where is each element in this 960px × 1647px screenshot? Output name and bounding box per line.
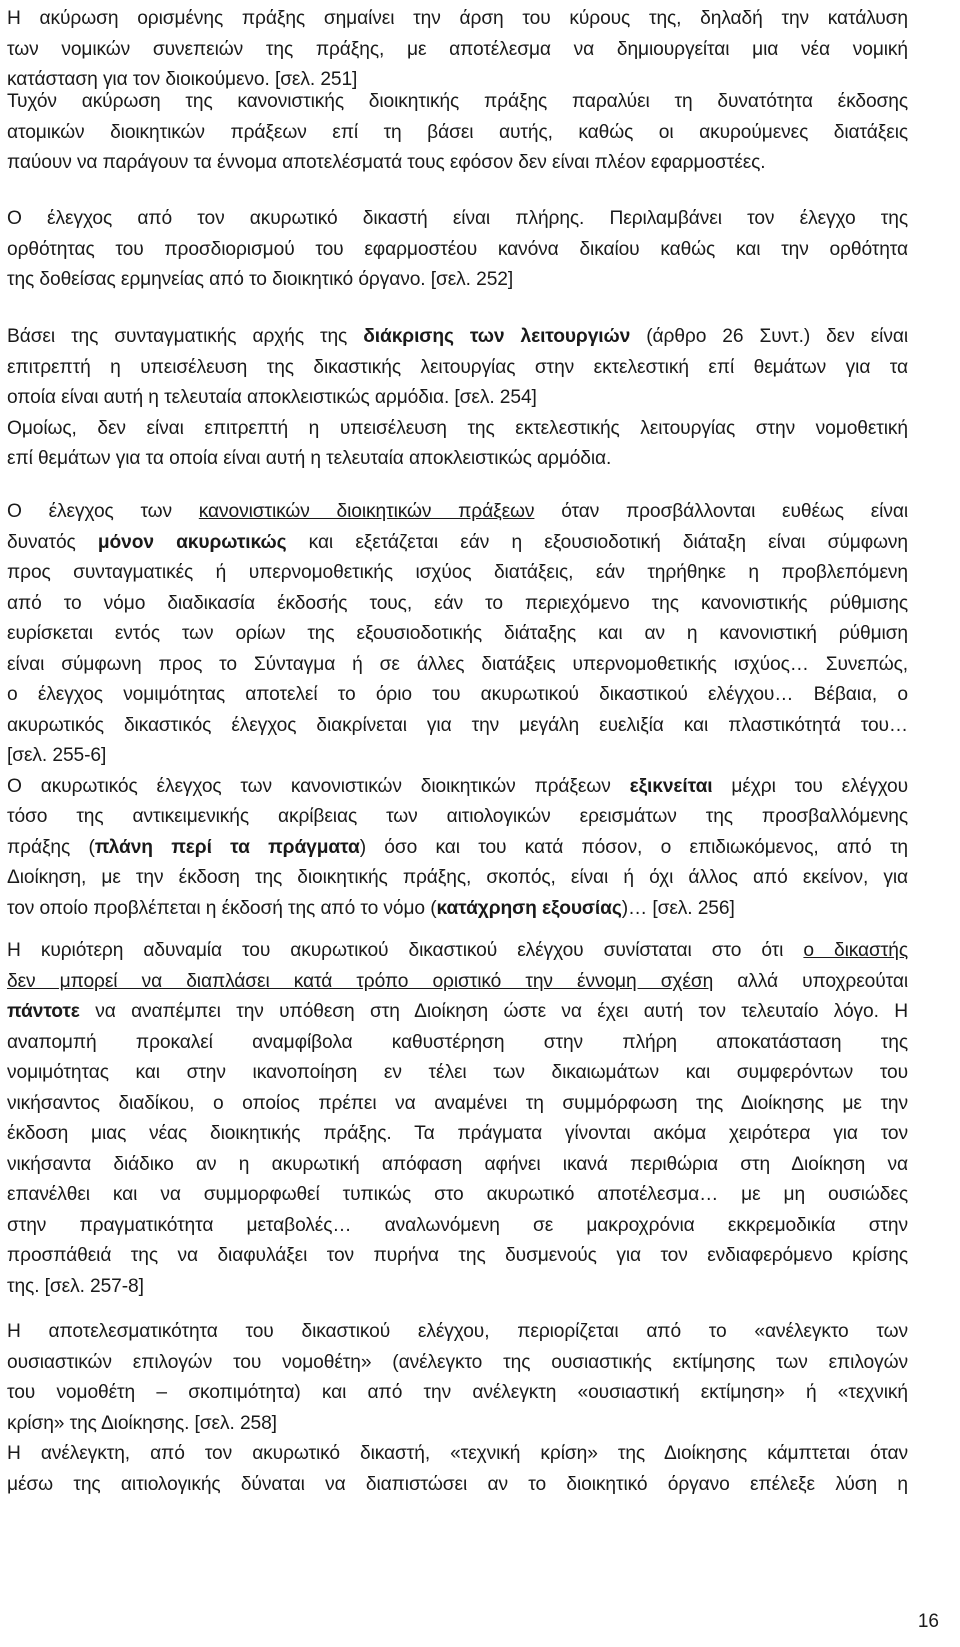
text-line: της δοθείσας ερμηνείας από το διοικητικό όργανο. [σελ. 252] (7, 269, 514, 290)
bold-phrase: διάκρισης των λειτουργιών (363, 326, 631, 347)
text-line: των νομικών συνεπειών της πράξης, με αποτέλεσμα να δημιουργείται μια νέα νομική (7, 38, 908, 60)
bold-phrase: μόνον ακυρωτικώς (97, 531, 287, 553)
text-segment: να αναπέμπει την υπόθεση στη Διοίκηση ώστε να έχει αυτή τον τελευταίο λόγο. Η (79, 1001, 908, 1022)
text-line: ευρίσκεται εντός των ορίων της εξουσιοδοτικής διάταξης και αν η κανονιστική ρύθμιση (7, 623, 908, 644)
text-line: νικήσαντος διαδίκου, ο οποίος πρέπει να αναμένει τη συμμόρφωση της Διοίκησης με την (7, 1092, 908, 1114)
text-segment: Ο έλεγχος των (7, 501, 199, 522)
text-line: νομιμότητας και στην ικανοποίηση εν τέλει των δικαιωμάτων και συμφερόντων του (7, 1062, 908, 1083)
text-segment: πράξης ( (7, 836, 95, 858)
text-line: τόσο της αντικειμενικής ακρίβειας των αιτιολογικών ερεισμάτων της προσβαλλόμενης (7, 806, 908, 827)
text-line (7, 528, 908, 559)
text-segment: ) όσο και του κατά πόσον, ο επιδιωκόμενος, από τη (359, 836, 908, 858)
text-line (7, 497, 908, 528)
text-segment: δυνατός (7, 531, 98, 553)
text-line: Τυχόν ακύρωση της κανονιστικής διοικητικής πράξης παραλύει τη δυνατότητα έκδοσης (7, 91, 908, 112)
underlined-phrase: δεν μπορεί να διαπλάσει κατά τρόπο οριστικό την έννομη σχέση (7, 970, 714, 992)
bold-phrase: πλάνη περί τα πράγματα (94, 836, 360, 858)
paragraph-main-weakness (7, 936, 908, 1302)
text-line: επί θεμάτων για τα οποία είναι αυτή η τελευταία αποκλειστικώς αρμόδια. (7, 448, 612, 469)
text-line: ακυρωτικός δικαστικός έλεγχος διακρίνεται για την μεγάλη ευελιξία και πλαστικότητά του… (7, 714, 908, 736)
text-line: Διοίκηση, με την έκδοση της διοικητικής πράξης, σκοπός, είναι ή όχι άλλος από εκείνον, για (7, 867, 908, 888)
text-line (7, 967, 908, 998)
text-line (7, 772, 908, 803)
text-line: της. [σελ. 257-8] (7, 1275, 144, 1297)
text-line (7, 894, 908, 925)
text-line: μέσω της αιτιολογικής δύναται να διαπιστώσει αν το διοικητικό όργανο επέλεξε λύση η (7, 1473, 908, 1495)
text-line: Ο έλεγχος από τον ακυρωτικό δικαστή είναι πλήρης. Περιλαμβάνει τον έλεγχο της (7, 208, 908, 229)
paragraph-review-of-regulatory-acts (7, 497, 908, 924)
text-line: Η ακύρωση ορισμένης πράξης σημαίνει την άρση του κύρους της, δηλαδή την κατάλυση (7, 8, 908, 29)
bold-phrase: εξικνείται (629, 775, 713, 797)
text-line: οποία είναι αυτή η τελευταία αποκλειστικώς αρμόδια. [σελ. 254] (7, 387, 537, 408)
text-line: Ομοίως, δεν είναι επιτρεπτή η υπεισέλευση της εκτελεστικής λειτουργίας στην νομοθετική (7, 417, 908, 439)
text-line: είναι σύμφωνη προς το Σύνταγμα ή σε άλλες διατάξεις υπερνομοθετικής ισχύος… Συνεπώς, (7, 653, 908, 675)
text-line: επανέλθει και να συμμορφωθεί τυπικώς στο ακυρωτικό αποτέλεσμα… με μη ουσιώδες (7, 1184, 908, 1205)
text-segment: Βάσει της συνταγματικής αρχής της (7, 326, 364, 347)
text-line: παύουν να παράγουν τα έννομα αποτελέσματά τους εφόσον δεν είναι πλέον εφαρμοστέες. (7, 152, 766, 173)
text-segment: Η κυριότερη αδυναμία του ακυρωτικού δικαστικού ελέγχου συνίσταται στο ότι (7, 940, 804, 961)
text-line: επιτρεπτή η υπεισέλευση της δικαστικής λειτουργίας στην εκτελεστική επί θεμάτων για τα (7, 356, 908, 378)
text-line: στην πραγματικότητα μεταβολές… αναλωνόμενη σε μακροχρόνια εκκρεμοδικία στην (7, 1214, 908, 1236)
paragraph-full-review (7, 204, 908, 296)
text-line: νικήσαντα διάδικο αν η ακυρωτική απόφαση αφήνει ικανά περιθώρια στη Διοίκηση να (7, 1153, 908, 1175)
text-segment: μέχρι του ελέγχου (712, 775, 908, 797)
text-line: έκδοση μιας νέας διοικητικής πράξης. Τα πράγματα γίνονται ακόμα χειρότερα για τον (7, 1123, 908, 1144)
text-line: Η αποτελεσματικότητα του δικαστικού ελέγχου, περιορίζεται από το «ανέλεγκτο των (7, 1321, 908, 1342)
text-segment: και εξετάζεται εάν η εξουσιοδοτική διάταξη είναι σύμφωνη (286, 531, 908, 553)
text-line: από το νόμο διαδικασία έκδοσής τους, εάν το περιεχόμενο της κανονιστικής ρύθμισης (7, 592, 908, 614)
text-segment: όταν προσβάλλονται ευθέως είναι (534, 501, 908, 522)
text-segment: Ο ακυρωτικός έλεγχος των κανονιστικών διοικητικών πράξεων (7, 775, 630, 797)
text-line: ορθότητας του προσδιορισμού του εφαρμοστέου κανόνα δικαίου καθώς και την ορθότητα (7, 238, 908, 260)
underlined-phrase: κανονιστικών διοικητικών πράξεων (198, 501, 535, 522)
text-segment: τον οποίο προβλέπεται η έκδοσή της από το νόμο ( (7, 897, 437, 919)
paragraph-effectiveness-limits (7, 1317, 908, 1500)
text-line: [σελ. 255-6] (7, 745, 107, 766)
underlined-phrase: ο δικαστής (803, 940, 908, 961)
text-line: ουσιαστικών επιλογών του νομοθέτη» (ανέλεγκτο της ουσιαστικής εκτίμησης των επιλογών (7, 1351, 908, 1373)
text-line: ο έλεγχος νομιμότητας αποτελεί το όριο του ακυρωτικού δικαστικού ελέγχου… Βέβαια, ο (7, 684, 908, 705)
text-line: ατομικών διοικητικών πράξεων επί τη βάσει αυτής, καθώς οι ακυρούμενες διατάξεις (7, 121, 908, 143)
page-number: 16 (917, 1611, 939, 1632)
text-segment: )… [σελ. 256] (621, 897, 735, 919)
text-line: κατάσταση για τον διοικούμενο. [σελ. 251] (7, 69, 358, 90)
text-line: Η ανέλεγκτη, από τον ακυρωτικό δικαστή, «τεχνική κρίση» της Διοίκησης κάμπτεται όταν (7, 1443, 908, 1464)
text-segment: (άρθρο 26 Συντ.) δεν είναι (630, 326, 908, 347)
text-line (7, 322, 908, 353)
text-line: προς συνταγματικές ή υπερνομοθετικής ισχύος διατάξεις, εάν τηρήθηκε η προβλεπόμενη (7, 562, 908, 583)
text-line: αναπομπή προκαλεί αναμφίβολα καθυστέρηση στην πλήρη αποκατάσταση της (7, 1031, 908, 1053)
text-segment: αλλά υποχρεούται (713, 970, 908, 992)
text-line (7, 936, 908, 967)
text-line (7, 997, 908, 1028)
text-line: κρίση» της Διοίκησης. [σελ. 258] (7, 1412, 277, 1434)
text-line (7, 833, 908, 864)
bold-phrase: πάντοτε (7, 1001, 80, 1022)
paragraph-separation-of-powers (7, 322, 908, 475)
text-line: του νομοθέτη – σκοπιμότητα) και από την ανέλεγκτη «ουσιαστική εκτίμηση» ή «τεχνική (7, 1382, 908, 1403)
text-line: προσπάθειά της να διαφυλάξει τον πυρήνα της δυσμενούς για τον ενδιαφερόμενο κρίσης (7, 1245, 908, 1266)
paragraph-annulment-definition (7, 4, 908, 96)
paragraph-regulatory-act-annulment (7, 87, 908, 179)
bold-phrase: κατάχρηση εξουσίας (436, 897, 622, 919)
